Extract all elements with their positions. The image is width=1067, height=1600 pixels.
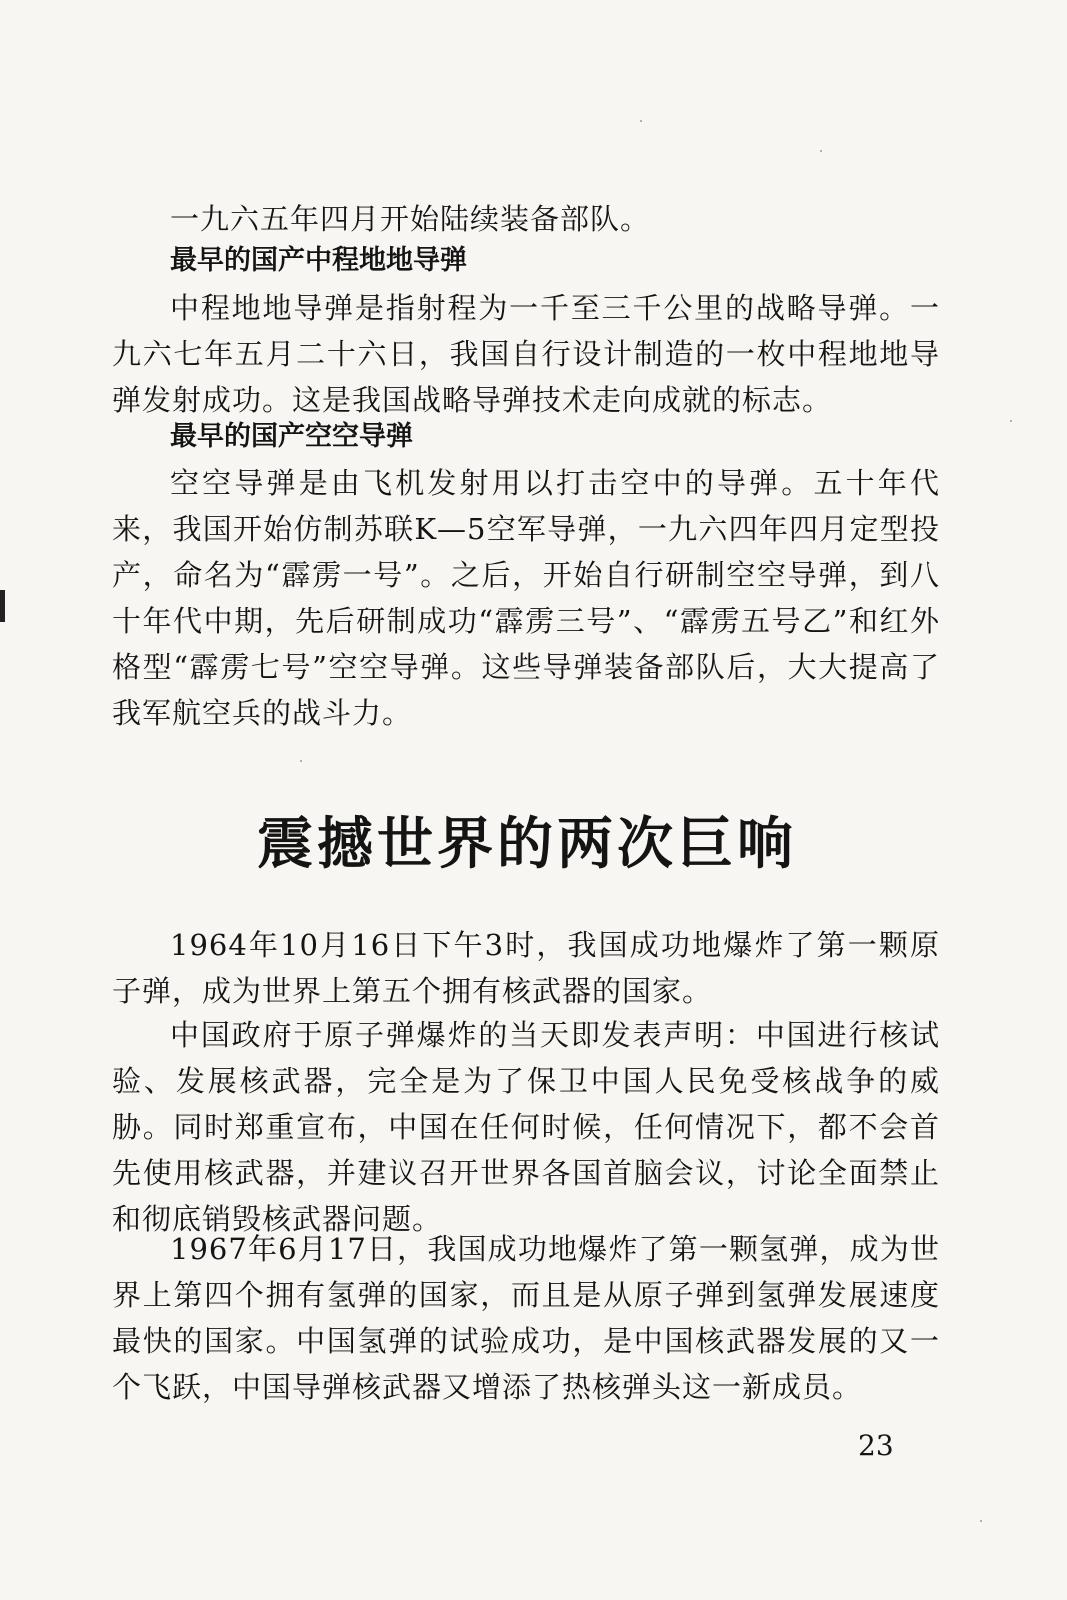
- continuation-paragraph: 一九六五年四月开始陆续装备部队。: [170, 202, 651, 236]
- air-to-air-missile-paragraph: 空空导弹是由飞机发射用以打击空中的导弹。五十年代来，我国开始仿制苏联K—5空军导弹，一九六四年四月定型投产，命名为“霹雳一号”。之后，开始自行研制空空导弹，到八十年代中期，先后研制成功“霹雳三号”、“霹雳五号乙”和红外格型“霹雳七号”空空导弹。这些导弹装备部队后，大大提高了我军航空兵的战斗力。: [112, 466, 940, 730]
- midrange-missile-paragraph: 中程地地导弹是指射程为一千至三千公里的战略导弹。一九六七年五月二十六日，我国自行设计制造的一枚中程地地导弹发射成功。这是我国战略导弹技术走向成就的标志。: [112, 291, 940, 417]
- page-number: 23: [858, 1429, 894, 1462]
- chapter-title: 震撼世界的两次巨响: [257, 811, 797, 877]
- hydrogen-bomb-paragraph: 1967年6月17日，我国成功地爆炸了第一颗氢弹，成为世界上第四个拥有氢弹的国家，而且是从原子弹到氢弹发展速度最快的国家。中国氢弹的试验成功，是中国核武器发展的又一个飞跃，中国导弹核武器又增添了热核弹头这一新成员。: [112, 1232, 940, 1404]
- scan-speck: [300, 760, 302, 762]
- scan-speck: [980, 1520, 982, 1522]
- air-to-air-missile-heading: 最早的国产空空导弹: [170, 421, 413, 452]
- scan-speck: [820, 150, 822, 152]
- midrange-missile-heading: 最早的国产中程地地导弹: [170, 245, 467, 276]
- government-statement-paragraph: 中国政府于原子弹爆炸的当天即发表声明：中国进行核试验、发展核武器，完全是为了保卫中国人民免受核战争的威胁。同时郑重宣布，中国在任何时候，任何情况下，都不会首先使用核武器，并建议召开世界各国首脑会议，讨论全面禁止和彻底销毁核武器问题。: [112, 1018, 940, 1236]
- binding-mark: [0, 590, 5, 622]
- scan-speck: [1010, 420, 1012, 422]
- scan-speck: [640, 120, 642, 122]
- atomic-bomb-paragraph: 1964年10月16日下午3时，我国成功地爆炸了第一颗原子弹，成为世界上第五个拥有核武器的国家。: [112, 928, 940, 1008]
